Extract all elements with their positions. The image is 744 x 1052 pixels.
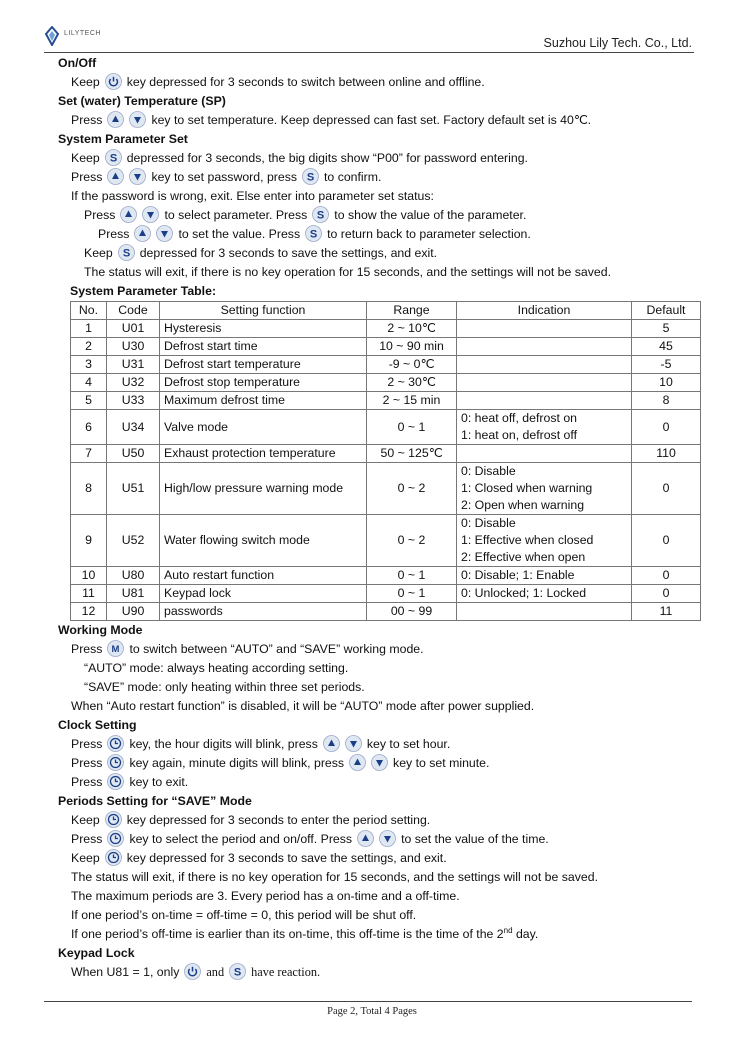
cell-range: -9 ~ 0℃	[367, 356, 457, 374]
text: to confirm.	[324, 170, 382, 184]
table-header-row	[71, 302, 701, 320]
section-title-periods: Periods Setting for “SAVE” Mode	[58, 794, 252, 808]
column-header: Code	[107, 302, 160, 320]
cell-function: Exhaust protection temperature	[160, 445, 367, 463]
periods-line-5: The maximum periods are 3. Every period has a on-time and a off-time.	[71, 889, 460, 903]
cell-indication	[457, 338, 632, 356]
clock-key-icon	[107, 754, 124, 771]
text: When U81 = 1, only	[71, 965, 180, 979]
down-key-icon	[371, 754, 388, 771]
down-key-icon	[345, 735, 362, 752]
table-row	[71, 603, 701, 621]
cell-code: U51	[107, 463, 160, 515]
section-title-system-parameter: System Parameter Set	[58, 132, 188, 146]
table-row	[71, 410, 701, 445]
set-key-icon	[305, 225, 322, 242]
table-row	[71, 463, 701, 515]
text: to switch between “AUTO” and “SAVE” working mode.	[129, 642, 424, 656]
text: If one period’s off-time is earlier than its on-time, this off-time is the time of the 2	[71, 927, 504, 941]
cell-code: U01	[107, 320, 160, 338]
text: key to set minute.	[393, 756, 490, 770]
cell-no: 3	[71, 356, 107, 374]
svg-text:S: S	[122, 247, 130, 260]
cell-function: Defrost start temperature	[160, 356, 367, 374]
indication-line: 0: Disable	[461, 516, 516, 530]
cell-function: High/low pressure warning mode	[160, 463, 367, 515]
text: Press	[71, 775, 103, 789]
indication-line: 1: heat on, defrost off	[461, 428, 577, 442]
indication-line: 1: Closed when warning	[461, 481, 593, 495]
down-key-icon	[129, 168, 146, 185]
cell-default: 11	[632, 603, 701, 621]
cell-no: 5	[71, 392, 107, 410]
text: key depressed for 3 seconds to enter the period setting.	[126, 813, 431, 827]
cell-code: U31	[107, 356, 160, 374]
cell-default: 0	[632, 463, 701, 515]
cell-range: 00 ~ 99	[367, 603, 457, 621]
document-body	[58, 54, 702, 982]
column-header: Indication	[457, 302, 632, 320]
set-key-icon	[105, 149, 122, 166]
indication-line: 0: Disable	[461, 464, 516, 478]
power-key-icon	[184, 963, 201, 980]
clock-line-1	[58, 735, 702, 754]
periods-line-7	[58, 925, 702, 944]
text: key to select the period and on/off. Press	[129, 832, 353, 846]
indication-line: 0: Disable; 1: Enable	[461, 568, 575, 582]
table-row	[71, 515, 701, 567]
table-row	[71, 445, 701, 463]
sysparam-line-3: If the password is wrong, exit. Else enter into parameter set status:	[71, 189, 434, 203]
text: key depressed for 3 seconds to save the settings, and exit.	[126, 851, 447, 865]
company-name: Suzhou Lily Tech. Co., Ltd.	[543, 36, 692, 50]
indication-line: 2: Open when warning	[461, 498, 585, 512]
section-title-clock: Clock Setting	[58, 718, 137, 732]
cell-code: U80	[107, 567, 160, 585]
sysparam-line-2	[58, 168, 702, 187]
cell-range: 50 ~ 125℃	[367, 445, 457, 463]
up-key-icon	[323, 735, 340, 752]
cell-no: 9	[71, 515, 107, 567]
cell-range: 0 ~ 1	[367, 585, 457, 603]
cell-no: 1	[71, 320, 107, 338]
cell-range: 0 ~ 1	[367, 567, 457, 585]
cell-default: 0	[632, 515, 701, 567]
working-line-4: When “Auto restart function” is disabled, it will be “AUTO” mode after power supplied.	[71, 699, 535, 713]
cell-function: Valve mode	[160, 410, 367, 445]
indication-line: 1: Effective when closed	[461, 533, 594, 547]
up-key-icon	[349, 754, 366, 771]
cell-no: 10	[71, 567, 107, 585]
cell-code: U50	[107, 445, 160, 463]
cell-no: 12	[71, 603, 107, 621]
text: to show the value of the parameter.	[334, 208, 527, 222]
text: key, the hour digits will blink, press	[129, 737, 318, 751]
cell-indication	[457, 392, 632, 410]
cell-default: 0	[632, 410, 701, 445]
cell-no: 6	[71, 410, 107, 445]
indication-line: 2: Effective when open	[461, 550, 586, 564]
text: key to exit.	[129, 775, 189, 789]
svg-text:S: S	[233, 966, 242, 979]
indication-line: 0: Unlocked; 1: Locked	[461, 586, 587, 600]
text: Keep	[71, 151, 100, 165]
cell-code: U81	[107, 585, 160, 603]
text: depressed for 3 seconds to save the settings, and exit.	[139, 246, 438, 260]
cell-function: Auto restart function	[160, 567, 367, 585]
page-header	[44, 24, 694, 53]
text: to select parameter. Press	[164, 208, 308, 222]
cell-function: Water flowing switch mode	[160, 515, 367, 567]
cell-no: 2	[71, 338, 107, 356]
text: to set the value. Press	[178, 227, 301, 241]
sysparam-line-4	[58, 206, 702, 225]
cell-indication	[457, 515, 632, 567]
table-row	[71, 338, 701, 356]
cell-default: 5	[632, 320, 701, 338]
text: key to set hour.	[366, 737, 451, 751]
cell-range: 2 ~ 15 min	[367, 392, 457, 410]
section-title-keypad-lock: Keypad Lock	[58, 946, 135, 960]
cell-range: 2 ~ 10℃	[367, 320, 457, 338]
lily-logo-icon	[44, 26, 60, 46]
svg-text:S: S	[306, 171, 315, 184]
cell-range: 0 ~ 2	[367, 515, 457, 567]
clock-key-icon	[107, 830, 124, 847]
text: Press	[71, 756, 103, 770]
clock-key-icon	[107, 773, 124, 790]
table-row	[71, 585, 701, 603]
cell-indication	[457, 463, 632, 515]
cell-range: 0 ~ 1	[367, 410, 457, 445]
text: key depressed for 3 seconds to switch between online and offline.	[126, 75, 485, 89]
table-row	[71, 392, 701, 410]
cell-code: U34	[107, 410, 160, 445]
cell-indication	[457, 445, 632, 463]
text: have reaction.	[251, 965, 321, 979]
cell-function: Hysteresis	[160, 320, 367, 338]
text: Keep	[71, 851, 100, 865]
text: Press	[98, 227, 130, 241]
set-key-icon	[118, 244, 135, 261]
text: Press	[71, 737, 103, 751]
table-title: System Parameter Table:	[70, 284, 217, 298]
cell-function: Keypad lock	[160, 585, 367, 603]
periods-line-3	[58, 849, 702, 868]
table-row	[71, 356, 701, 374]
up-key-icon	[357, 830, 374, 847]
text: Press	[71, 113, 103, 127]
cell-default: 45	[632, 338, 701, 356]
text: to set the value of the time.	[401, 832, 549, 846]
text: to return back to parameter selection.	[327, 227, 531, 241]
working-line-3: “SAVE” mode: only heating within three set periods.	[84, 680, 365, 694]
column-header: Default	[632, 302, 701, 320]
cell-default: 110	[632, 445, 701, 463]
cell-no: 4	[71, 374, 107, 392]
cell-indication	[457, 320, 632, 338]
sysparam-line-5	[58, 225, 702, 244]
cell-indication	[457, 567, 632, 585]
cell-code: U90	[107, 603, 160, 621]
system-parameter-table	[70, 301, 701, 621]
cell-default: 0	[632, 585, 701, 603]
periods-line-1	[58, 811, 702, 830]
cell-code: U32	[107, 374, 160, 392]
svg-text:S: S	[309, 228, 318, 241]
page-number: Page 2, Total 4 Pages	[327, 1006, 417, 1017]
working-line-1	[58, 640, 702, 659]
set-key-icon	[229, 963, 246, 980]
footer-rule	[44, 1001, 692, 1002]
onoff-line	[58, 73, 702, 92]
cell-range: 10 ~ 90 min	[367, 338, 457, 356]
cell-indication	[457, 356, 632, 374]
section-title-onoff: On/Off	[58, 56, 97, 70]
keypad-line-1	[58, 963, 702, 982]
sysparam-line-1	[58, 149, 702, 168]
periods-line-6: If one period’s on-time = off-time = 0, this period will be shut off.	[71, 908, 417, 922]
text: key again, minute digits will blink, press	[129, 756, 345, 770]
cell-default: 8	[632, 392, 701, 410]
set-key-icon	[312, 206, 329, 223]
section-title-set-water: Set (water) Temperature (SP)	[58, 94, 226, 108]
clock-key-icon	[107, 735, 124, 752]
cell-no: 7	[71, 445, 107, 463]
cell-indication	[457, 410, 632, 445]
cell-code: U30	[107, 338, 160, 356]
svg-text:M: M	[111, 644, 120, 655]
text: Press	[71, 170, 103, 184]
column-header: Setting function	[160, 302, 367, 320]
cell-function: passwords	[160, 603, 367, 621]
superscript: nd	[503, 925, 513, 935]
power-key-icon	[105, 73, 122, 90]
down-key-icon	[142, 206, 159, 223]
cell-range: 2 ~ 30℃	[367, 374, 457, 392]
clock-key-icon	[105, 849, 122, 866]
sysparam-line-6	[58, 244, 702, 263]
clock-key-icon	[105, 811, 122, 828]
cell-default: 0	[632, 567, 701, 585]
logo-text: LILYTECH	[64, 29, 101, 37]
text: and	[206, 965, 225, 979]
periods-line-4: The status will exit, if there is no key operation for 15 seconds, and the settings will not be saved.	[71, 870, 599, 884]
svg-text:S: S	[317, 209, 325, 222]
up-key-icon	[134, 225, 151, 242]
up-key-icon	[107, 111, 124, 128]
cell-function: Defrost start time	[160, 338, 367, 356]
clock-line-2	[58, 754, 702, 773]
text: Press	[71, 832, 103, 846]
cell-indication	[457, 603, 632, 621]
cell-no: 8	[71, 463, 107, 515]
down-key-icon	[379, 830, 396, 847]
cell-indication	[457, 585, 632, 603]
column-header: No.	[71, 302, 107, 320]
cell-function: Defrost stop temperature	[160, 374, 367, 392]
indication-line: 0: heat off, defrost on	[461, 411, 577, 425]
setwater-line	[58, 111, 702, 130]
down-key-icon	[156, 225, 173, 242]
text: Keep	[71, 75, 100, 89]
set-key-icon	[302, 168, 319, 185]
mode-key-icon	[107, 640, 124, 657]
text: Keep	[84, 246, 113, 260]
up-key-icon	[120, 206, 137, 223]
cell-indication	[457, 374, 632, 392]
table-row	[71, 567, 701, 585]
text: key to set temperature. Keep depressed can fast set. Factory default set is 40℃.	[151, 113, 592, 127]
cell-function: Maximum defrost time	[160, 392, 367, 410]
svg-text:S: S	[109, 152, 117, 165]
text: day.	[512, 927, 539, 941]
text: Press	[71, 642, 103, 656]
cell-range: 0 ~ 2	[367, 463, 457, 515]
logo	[44, 26, 101, 46]
text: key to set password, press	[151, 170, 298, 184]
cell-default: -5	[632, 356, 701, 374]
working-line-2: “AUTO” mode: always heating according setting.	[84, 661, 349, 675]
text: depressed for 3 seconds, the big digits show “P00” for password entering.	[126, 151, 528, 165]
cell-code: U52	[107, 515, 160, 567]
cell-no: 11	[71, 585, 107, 603]
periods-line-2	[58, 830, 702, 849]
up-key-icon	[107, 168, 124, 185]
cell-code: U33	[107, 392, 160, 410]
text: Press	[84, 208, 116, 222]
table-row	[71, 320, 701, 338]
section-title-working-mode: Working Mode	[58, 623, 143, 637]
clock-line-3	[58, 773, 702, 792]
down-key-icon	[129, 111, 146, 128]
table-row	[71, 374, 701, 392]
sysparam-line-7: The status will exit, if there is no key operation for 15 seconds, and the settings will not be saved.	[84, 265, 612, 279]
column-header: Range	[367, 302, 457, 320]
cell-default: 10	[632, 374, 701, 392]
text: Keep	[71, 813, 100, 827]
